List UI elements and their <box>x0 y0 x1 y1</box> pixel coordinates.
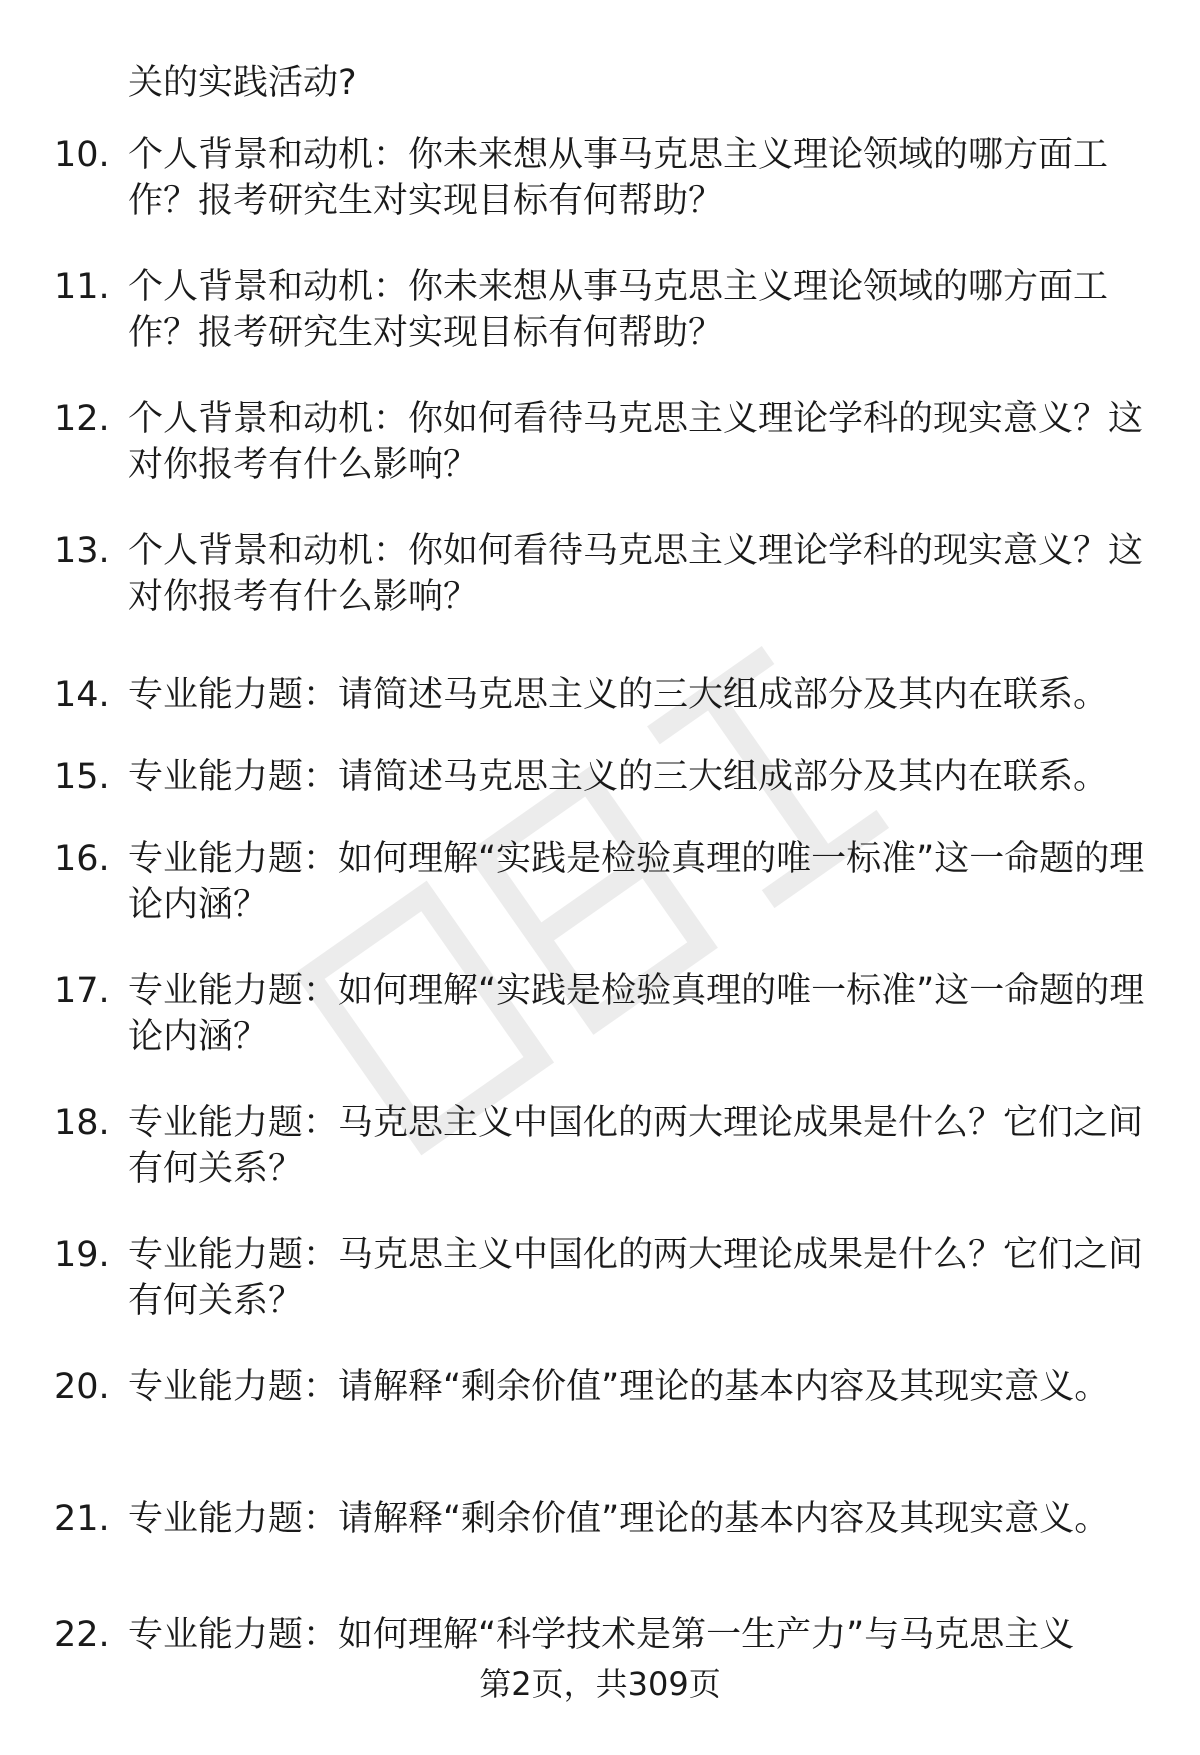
question-number: 21. <box>54 1499 110 1539</box>
page-footer: 第2页，共309页 <box>479 1665 721 1703</box>
question-text: 专业能力题：马克思主义中国化的两大理论成果是什么？它们之间有何关系？ <box>128 1103 1144 1189</box>
question-number: 20. <box>54 1367 110 1407</box>
question-number: 10. <box>54 135 110 175</box>
question-number: 11. <box>54 267 110 307</box>
question-number: 17. <box>54 971 110 1011</box>
question-number: 19. <box>54 1235 110 1275</box>
question-text: 专业能力题：请解释“剩余价值”理论的基本内容及其现实意义。 <box>128 1499 1110 1539</box>
question-text: 专业能力题：如何理解“实践是检验真理的唯一标准”这一命题的理论内涵？ <box>128 839 1145 925</box>
continuation-text: 关的实践活动? <box>128 63 357 103</box>
question-number: 15. <box>54 757 110 797</box>
question-number: 13. <box>54 531 110 571</box>
question-number: 14. <box>54 675 110 715</box>
question-text: 专业能力题：马克思主义中国化的两大理论成果是什么？它们之间有何关系？ <box>128 1235 1144 1321</box>
question-number: 22. <box>54 1615 110 1655</box>
question-text: 个人背景和动机：你如何看待马克思主义理论学科的现实意义？这对你报考有什么影响？ <box>128 531 1144 617</box>
question-text: 个人背景和动机：你未来想从事马克思主义理论领域的哪方面工作？报考研究生对实现目标有何帮助？ <box>128 135 1109 221</box>
question-text: 专业能力题：请简述马克思主义的三大组成部分及其内在联系。 <box>128 757 1109 797</box>
question-number: 12. <box>54 399 110 439</box>
question-text: 专业能力题：请简述马克思主义的三大组成部分及其内在联系。 <box>128 675 1109 715</box>
question-text: 专业能力题：请解释“剩余价值”理论的基本内容及其现实意义。 <box>128 1367 1110 1407</box>
question-text: 专业能力题：如何理解“实践是检验真理的唯一标准”这一命题的理论内涵？ <box>128 971 1145 1057</box>
question-number: 18. <box>54 1103 110 1143</box>
question-text: 个人背景和动机：你未来想从事马克思主义理论领域的哪方面工作？报考研究生对实现目标有何帮助？ <box>128 267 1109 353</box>
question-text: 个人背景和动机：你如何看待马克思主义理论学科的现实意义？这对你报考有什么影响？ <box>128 399 1144 485</box>
question-number: 16. <box>54 839 110 879</box>
question-text: 专业能力题：如何理解“科学技术是第一生产力”与马克思主义 <box>128 1615 1075 1655</box>
